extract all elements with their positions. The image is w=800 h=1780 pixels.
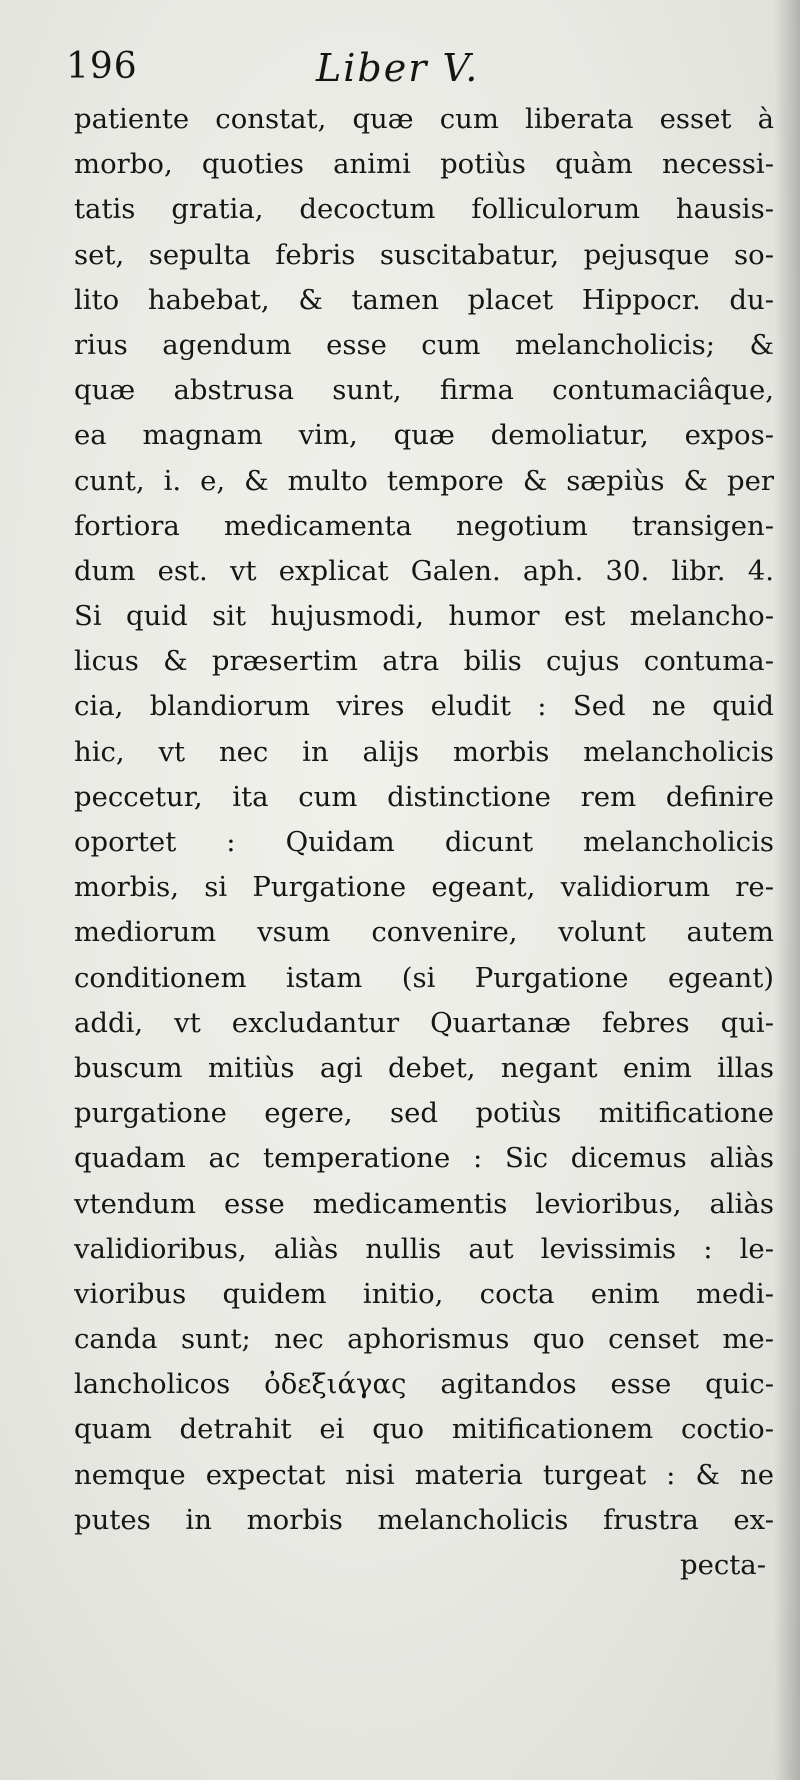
text-line: rius agendum esse cum melancholicis; & xyxy=(74,328,774,361)
text-line: addi, vt excludantur Quartanæ febres qui- xyxy=(74,1006,774,1039)
text-line: vioribus quidem initio, cocta enim medi- xyxy=(74,1277,774,1310)
text-line: tatis gratia, decoctum folliculorum hausis- xyxy=(74,193,774,226)
body-text xyxy=(74,97,774,1588)
text-line: cunt, i. e, & multo tempore & sæpiùs & per xyxy=(74,464,774,497)
text-line: validioribus, aliàs nullis aut levissimis : le- xyxy=(74,1232,774,1265)
text-line: morbo, quoties animi potiùs quàm necessi- xyxy=(74,148,774,181)
text-line: dum est. vt explicat Galen. aph. 30. libr. 4. xyxy=(74,554,774,587)
running-head: Liber V. xyxy=(316,46,480,90)
text-line: lancholicos ὀδεξιάγας agitandos esse quic- xyxy=(74,1368,774,1401)
text-line: quadam ac temperatione : Sic dicemus aliàs xyxy=(74,1142,774,1175)
text-line: hic, vt nec in alijs morbis melancholicis xyxy=(74,735,774,768)
text-line: conditionem istam (si Purgatione egeant) xyxy=(74,961,774,994)
page-header xyxy=(66,46,526,98)
text-line: purgatione egere, sed potiùs mitificatione xyxy=(74,1097,774,1130)
text-line: peccetur, ita cum distinctione rem definire xyxy=(74,780,774,813)
catchword: pecta- xyxy=(679,1549,766,1581)
page-number: 196 xyxy=(66,46,138,87)
text-line: quam detrahit ei quo mitificationem coctio- xyxy=(74,1413,774,1446)
text-line: cia, blandiorum vires eludit : Sed ne quid xyxy=(74,690,774,723)
text-line: licus & præsertim atra bilis cujus contuma- xyxy=(74,645,774,678)
text-line: oportet : Quidam dicunt melancholicis xyxy=(74,826,774,858)
text-line: quæ abstrusa sunt, firma contumaciâque, xyxy=(74,374,774,407)
text-line: lito habebat, & tamen placet Hippocr. du- xyxy=(74,283,774,316)
text-line: vtendum esse medicamentis levioribus, aliàs xyxy=(74,1187,774,1220)
text-line: set, sepulta febris suscitabatur, pejusque so- xyxy=(74,238,774,271)
text-line: fortiora medicamenta negotium transigen- xyxy=(74,509,774,542)
text-line: morbis, si Purgatione egeant, validiorum re- xyxy=(74,871,774,904)
text-line: ea magnam vim, quæ demoliatur, expos- xyxy=(74,419,774,452)
text-line: mediorum vsum convenire, volunt autem xyxy=(74,916,774,949)
text-line: putes in morbis melancholicis frustra ex- xyxy=(74,1503,774,1536)
text-line: patiente constat, quæ cum liberata esset à xyxy=(74,103,774,135)
text-line: canda sunt; nec aphorismus quo censet me- xyxy=(74,1323,774,1356)
text-line: nemque expectat nisi materia turgeat : & ne xyxy=(74,1458,774,1491)
text-line: buscum mitiùs agi debet, negant enim illas xyxy=(74,1051,774,1084)
text-line: Si quid sit hujusmodi, humor est melancho- xyxy=(74,600,774,633)
